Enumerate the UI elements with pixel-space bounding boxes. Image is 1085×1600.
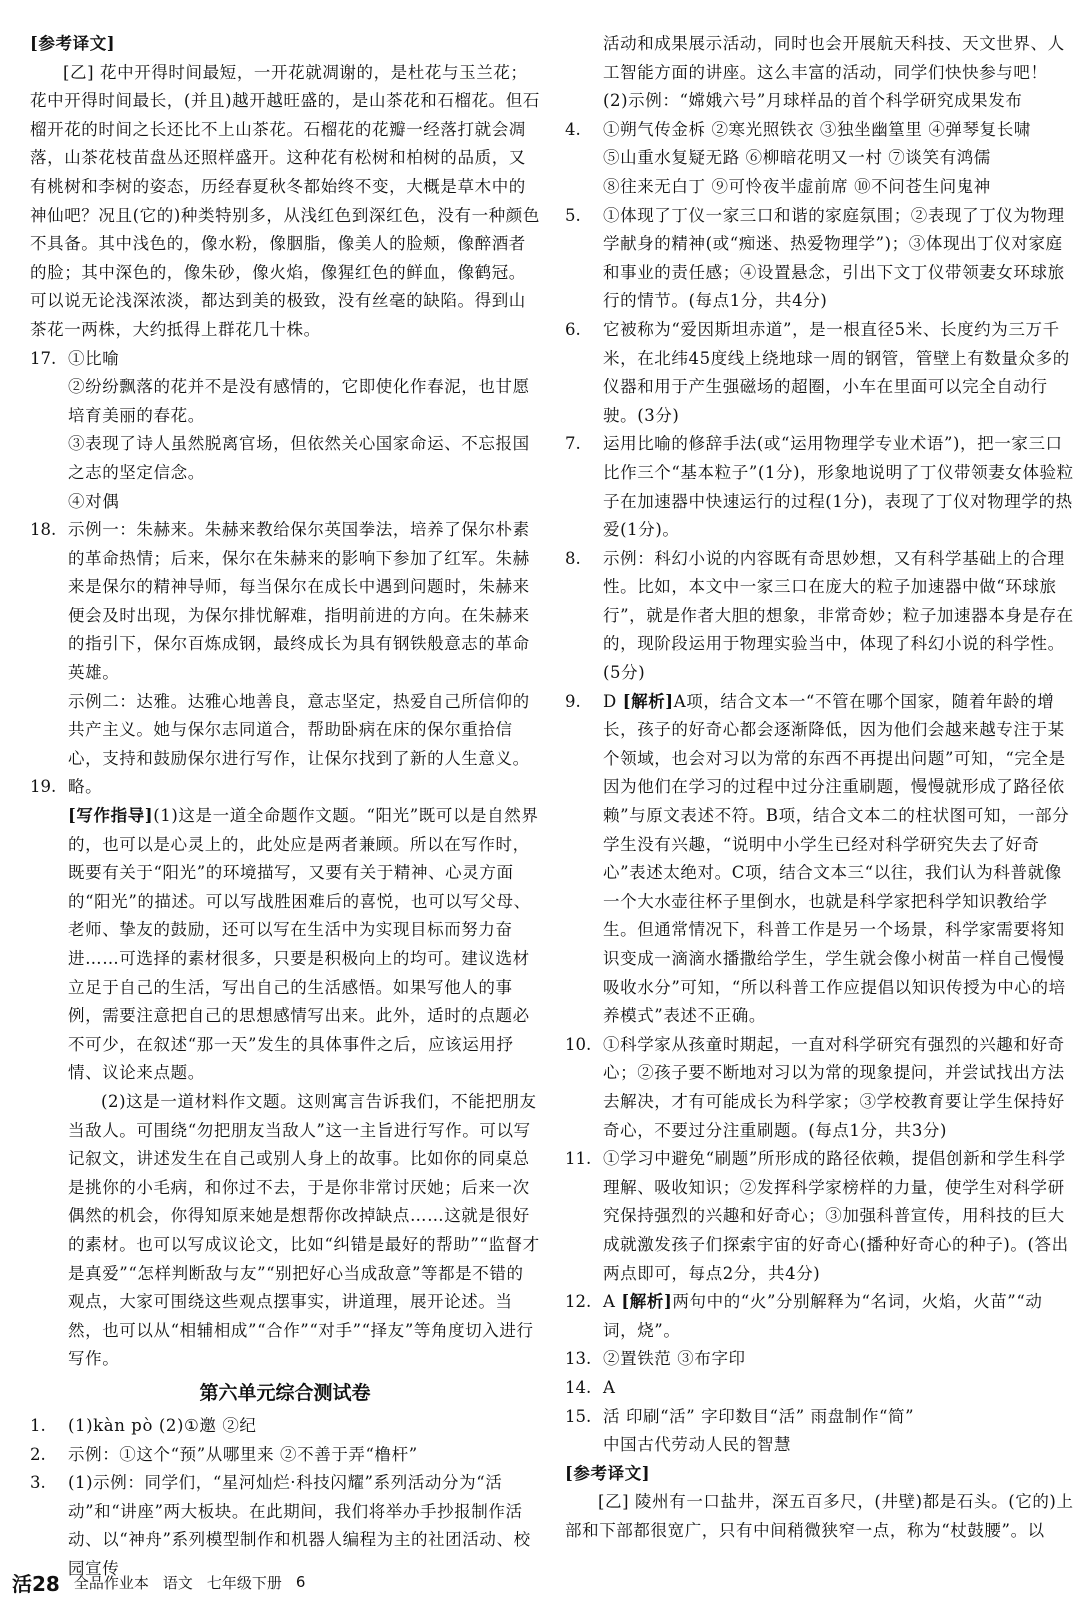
u5-text: ①体现了丁仪一家三口和谐的家庭氛围；②表现了丁仪为物理学献身的精神(或“痴迷、热爱物理学”)；③体现出丁仪对家庭和事业的责任感；④设置悬念，引出下文丁仪带领妻女环球旅行的情节。(每点1分，共4分) [603,205,1065,311]
page-footer [12,1568,305,1596]
q19-first: 略。 [68,777,103,797]
q17-line: ①比喻 [68,348,120,368]
u8 [565,545,1075,688]
u1 [30,1412,540,1441]
unit-heading: 第六单元综合测试卷 [199,1381,371,1404]
u15-line1: 活 印刷“活” 字印数目“活” 雨盘制作“简” [603,1406,915,1426]
q18-line: 示例一：朱赫来。朱赫来教给保尔英国拳法，培养了保尔朴素的革命热情；后来，保尔在朱赫来的影响下参加了红军。朱赫来是保尔的精神导师，每当保尔在成长中遇到问题时，朱赫来便会及时出现，为保尔排忧解难，指明前进的方向。在朱赫来的指引下，保尔百炼成钢，最终成长为具有钢铁般意志的革命英雄。 [68,520,530,683]
q19-num: 19. [30,777,57,797]
u12 [565,1288,1075,1345]
u4 [565,116,1075,202]
ref-paragraph: [乙] 花中开得时间最短，一开花就凋谢的，是杜花与玉兰花；花中开得时间最长，(并且)越开越旺盛的，是山茶花和石榴花。但石榴开花的时间之长还比不上山茶花。石榴花的花瓣一经落打就会凋落，山茶花枝苗盘丛还照样盛开。这种花有松树和柏树的品质，又有桃树和李树的姿态，历经春夏秋冬都始终不变，大概是草木中的神仙吧？况且(它的)种类特别多，从浅红色到深红色，没有一种颜色不具备。其中浅色的，像水粉，像胭脂，像美人的脸颊，像醉酒者的脸；其中深色的，像朱砂，像火焰，像猩红色的鲜血，像鹤冠。可以说无论浅深浓淡，都达到美的极致，没有丝毫的缺陷。得到山茶花一两株，大约抵得上群花几十株。 [30,62,540,339]
q17 [30,345,540,517]
u7-text: 运用比喻的修辞手法(或“运用物理学专业术语”)，把一家三口比作三个“基本粒子”(1分)，形象地说明了丁仪带领妻女体验粒子在加速器中快速运行的过程(1分)，表现了丁仪对物理学的热爱(1分)。 [603,434,1074,540]
u8-text: 示例：科幻小说的内容既有奇思妙想，又有科学基础上的合理性。比如，本文中一家三口在庞大的粒子加速器中做“环球旅行”，就是作者大胆的想象，非常奇妙；粒子加速器本身是存在的，现阶段运用于物理实验当中，体现了科幻小说的科学性。(5分) [603,548,1074,683]
u2 [30,1441,540,1470]
u15-num: 15. [565,1406,592,1426]
q19-guide-1 [68,802,540,1088]
u10-text: ①科学家从孩童时期起，一直对科学研究有强烈的兴趣和好奇心；②孩子要不断地对习以为常的现象提问，并尝试找出方法去解决，才有可能成长为科学家；③学校教育要让学生保持好奇心，不要过分注重刷题。(每点1分，共3分) [603,1034,1065,1140]
right-column [565,30,1075,1545]
u11-num: 11. [565,1149,592,1169]
u4-line: ①朔气传金柝 ②寒光照铁衣 ③独坐幽篁里 ④弹琴复长啸 [603,119,1031,139]
u3-cont: 活动和成果展示活动，同时也会开展航天科技、天文世界、人工智能方面的讲座。这么丰富的活动，同学们快快参与吧！ [603,34,1065,82]
guide-tag: [写作指导] [68,806,154,826]
u6 [565,316,1075,430]
u9-answer: D [603,691,617,711]
u11 [565,1145,1075,1288]
u14-num: 14. [565,1377,592,1397]
grade: 七年级下册 [206,1573,282,1592]
guide-1-text: (1)这是一道全命题作文题。“阳光”既可以是自然界的，也可以是心灵上的，此处应是两者兼顾。所以在写作时，既要有关于“阳光”的环境描写，又要有关于精神、心灵方面的“阳光”的描述。可以写战胜困难后的喜悦，也可以写父母、老师、挚友的鼓励，还可以写在生活中为实现目标而努力奋进……可选择的素材很多，只要是积极向上的均可。建议选材立足于自己的生活，写出自己的生活感悟。如果写他人的事例，需要注意把自己的思想感情写出来。此外，适时的点题必不可少，在叙述“那一天”发生的具体事件之后，应该运用抒情、议论来点题。 [68,806,539,1083]
u9-tag: [解析] [622,691,674,711]
u8-num: 8. [565,548,581,568]
u12-text [603,1288,1075,1345]
u9-num: 9. [565,691,581,711]
u1-text: (1)kàn pò (2)①邀 ②纪 [68,1415,257,1435]
u9-text [603,688,1075,1031]
u3 [30,1469,540,1583]
u1-num: 1. [30,1415,46,1435]
u14 [565,1374,1075,1403]
q17-line: ③表现了诗人虽然脱离官场，但依然关心国家命运、不忘报国之志的坚定信念。 [68,434,530,482]
u5-num: 5. [565,205,581,225]
u3-2: (2)示例：“嫦娥六号”月球样品的首个科学研究成果发布 [603,91,1023,111]
book-name: 全品作业本 [73,1573,149,1592]
u10-num: 10. [565,1034,592,1054]
u2-text: 示例：①这个“预”从哪里来 ②不善于弄“橹杆” [68,1444,418,1464]
u4-line: ⑧往来无白丁 ⑨可怜夜半虚前席 ⑩不问苍生问鬼神 [603,176,991,196]
u12-explain: 两句中的“火”分别解释为“名词，火焰，火苗”“动词，烧”。 [603,1292,1043,1340]
u3-num: 3. [30,1473,46,1493]
u9 [565,688,1075,1031]
q18-line: 示例二：达雅。达雅心地善良，意志坚定，热爱自己所信仰的共产主义。她与保尔志同道合，帮助卧病在床的保尔重拾信心，支持和鼓励保尔进行写作，让保尔找到了新的人生意义。 [68,691,530,768]
u4-num: 4. [565,119,581,139]
u3-text: (1)示例：同学们，“星河灿烂·科技闪耀”系列活动分为“活动”和“讲座”两大板块。在此期间，我们将举办手抄报制作活动、以“神舟”系列模型制作和机器人编程为主的社团活动、校园宣传 [68,1473,531,1578]
u7 [565,430,1075,544]
u4-line: ⑤山重水复疑无路 ⑥柳暗花明又一村 ⑦谈笑有鸿儒 [603,148,991,168]
u10 [565,1031,1075,1145]
u13-text: ②置铁范 ③布字印 [603,1349,746,1369]
footer-num: 6 [295,1573,306,1591]
u12-num: 12. [565,1292,592,1312]
u14-text: A [603,1377,616,1397]
q17-line: ②纷纷飘落的花并不是没有感情的，它即使化作春泥，也甘愿培育美丽的春花。 [68,377,530,425]
left-column [30,30,540,1583]
u12-tag: [解析] [621,1292,673,1312]
q19-guide-2: (2)这是一道材料作文题。这则寓言告诉我们，不能把朋友当敌人。可围绕“勿把朋友当敌人”这一主旨进行写作。可以写记叙文，讲述发生在自己或别人身上的故事。比如你的同桌总是挑你的小毛病，和你过不去，于是你非常讨厌她；后来一次偶然的机会，你得知原来她是想帮你改掉缺点……这就是很好的素材。也可以写成议论文，比如“纠错是最好的帮助”“监督才是真爱”“怎样判断敌与友”“别把好心当成敌意”等都是不错的观点，大家可围绕这些观点摆事实，讲道理，展开论述。当然，也可以从“相辅相成”“合作”“对手”“择友”等角度切入进行写作。 [68,1091,540,1369]
q19 [30,773,540,1373]
u9-explain: A项，结合文本一“不管在哪个国家，随着年龄的增长，孩子的好奇心都会逐渐降低，因为他们会越来越专注于某个领域，也会对习以为常的东西不再提出问题”可知，“完全是因为他们在学习的过程中过分注重刷题，慢慢就形成了路径依赖”与原文表述不符。B项，结合文本二的柱状图可知，一部分学生没有兴趣，“说明中小学生已经对科学研究失去了好奇心”表述太绝对。C项，结合文本三“以往，我们认为科普就像一个大水壶往杯子里倒水，也就是科学家把科学知识教给学生。但通常情况下，科普工作是另一个场景，科学家需要将知识变成一滴滴水播撒给学生，学生就会像小树苗一样自己慢慢吸收水分”可知，“所以科普工作应提倡以知识传授为中心的培养模式”表述不正确。 [603,691,1070,1026]
u2-num: 2. [30,1444,46,1464]
q18 [30,516,540,773]
ref-title: [参考译文] [30,34,116,53]
q17-line: ④对偶 [68,491,120,511]
u13-num: 13. [565,1349,592,1369]
u6-num: 6. [565,319,581,339]
q17-num: 17. [30,348,57,368]
ref-text-2: [乙] 陵州有一口盐井，深五百多尺，(井壁)都是石头。(它的)上部和下部都很宽广，只有中间稍微狭窄一点，称为“杖鼓腰”。以 [565,1492,1074,1540]
q18-num: 18. [30,520,57,540]
u5 [565,202,1075,316]
u7-num: 7. [565,434,581,454]
u11-text: ①学习中避免“刷题”所形成的路径依赖，提倡创新和学生科学理解、吸收知识；②发挥科学家榜样的力量，使学生对科学研究保持强烈的兴趣和好奇心；③加强科普宣传，用科技的巨大成就激发孩子们探索宇宙的好奇心(播种好奇心的种子)。(答出两点即可，每点2分，共4分) [603,1149,1069,1283]
subject: 语文 [162,1573,193,1592]
u15 [565,1403,1075,1460]
u13 [565,1345,1075,1374]
page-number: 活28 [12,1571,60,1596]
u15-line2: 中国古代劳动人民的智慧 [603,1435,792,1455]
u12-answer: A [603,1292,616,1312]
ref-title-2: [参考译文] [565,1463,651,1483]
u6-text: 它被称为“爱因斯坦赤道”，是一根直径5米、长度约为三万千米，在北纬45度线上绕地球一周的钢管，管壁上有数量众多的仪器和用于产生强磁场的超圈，小车在里面可以完全自动行驶。(3分) [603,319,1070,425]
